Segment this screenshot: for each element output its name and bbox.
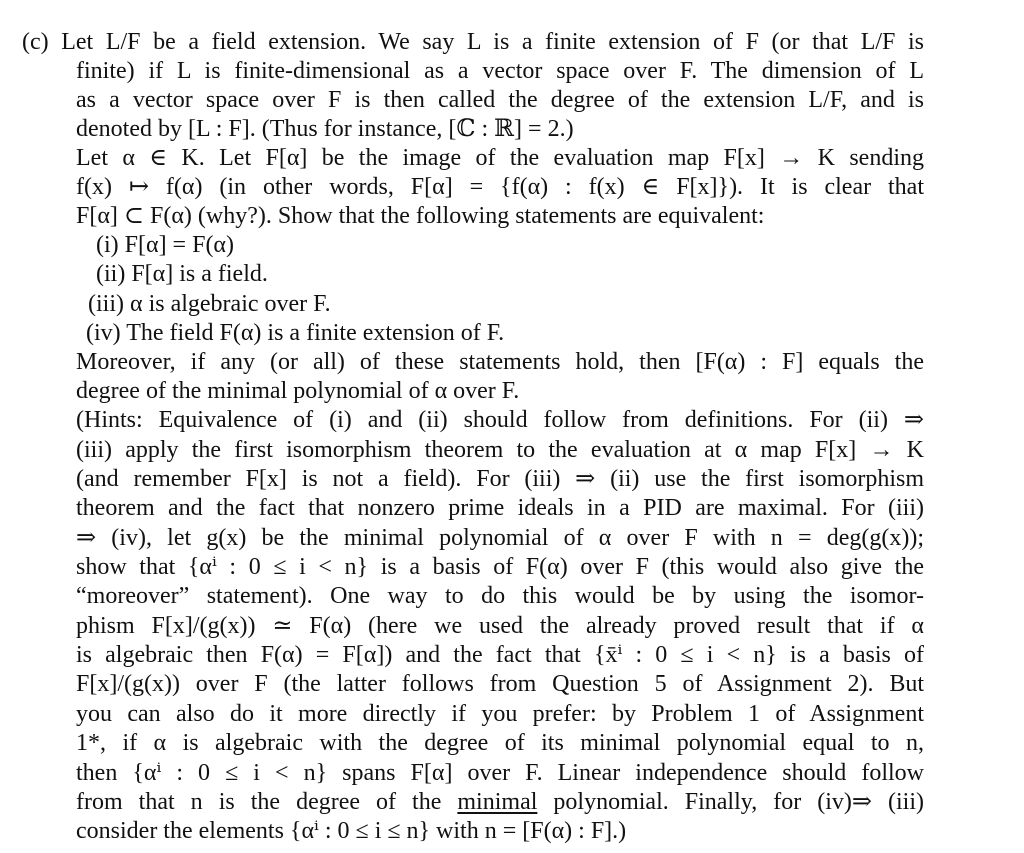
paragraph-line: f(x) ↦ f(α) (in other words, F[α] = {f(α) : f(x) ∈ F[x]}). It is clear that [76,174,924,200]
paragraph-line: denoted by [L : F]. (Thus for instance, [ℂ : ℝ] = 2.) [76,116,574,142]
list-item: (ii) F[α] is a field. [96,261,268,287]
hint-line: ⇒ (iv), let g(x) be the minimal polynomial of α over F with n = deg(g(x)); [76,525,924,551]
list-item: (i) F[α] = F(α) [96,232,234,258]
hint-text: from that n is the degree of the [76,789,458,815]
hint-line: you can also do it more directly if you prefer: by Problem 1 of Assignment [76,701,924,727]
hint-line: is algebraic then F(α) = F[α]) and the fact that {x̄ⁱ : 0 ≤ i < n} is a basis of [76,642,924,668]
hint-line: (and remember F[x] is not a field). For (iii) ⇒ (ii) use the first isomorphism [76,466,924,492]
hint-line: consider the elements {αⁱ : 0 ≤ i ≤ n} with n = [F(α) : F].) [76,818,627,844]
hint-line: 1*, if α is algebraic with the degree of its minimal polynomial equal to n, [76,730,924,756]
paragraph-line: degree of the minimal polynomial of α over F. [76,378,520,404]
hint-line: (Hints: Equivalence of (i) and (ii) should follow from definitions. For (ii) ⇒ [76,407,924,433]
underlined-word: minimal [457,789,538,815]
hint-line: (iii) apply the first isomorphism theorem to the evaluation at α map F[x] → K [76,437,924,463]
hint-line: theorem and the fact that nonzero prime ideals in a PID are maximal. For (iii) [76,495,924,521]
hint-line: then {αⁱ : 0 ≤ i < n} spans F[α] over F. Linear independence should follow [76,760,924,786]
hint-line: “moreover” statement). One way to do this would be by using the isomor- [76,583,924,609]
paragraph-line: as a vector space over F is then called the degree of the extension L/F, and is [76,87,924,113]
hint-line [76,788,924,817]
paragraph-line: finite) if L is finite-dimensional as a vector space over F. The dimension of L [76,58,924,84]
paragraph-line: (c) Let L/F be a field extension. We say L is a finite extension of F (or that L/F is [22,29,924,55]
hint-line: show that {αⁱ : 0 ≤ i < n} is a basis of F(α) over F (this would also give the [76,554,924,580]
list-item: (iii) α is algebraic over F. [88,291,331,317]
hint-line: F[x]/(g(x)) over F (the latter follows from Question 5 of Assignment 2). But [76,671,924,697]
paragraph-line: Moreover, if any (or all) of these statements hold, then [F(α) : F] equals the [76,349,924,375]
hint-line: phism F[x]/(g(x)) ≃ F(α) (here we used the already proved result that if α [76,613,924,639]
paragraph-line: F[α] ⊂ F(α) (why?). Show that the following statements are equivalent: [76,203,765,229]
paragraph-line: Let α ∈ K. Let F[α] be the image of the evaluation map F[x] → K sending [76,145,924,171]
list-item: (iv) The field F(α) is a finite extension of F. [86,320,505,346]
hint-text: polynomial. Finally, for (iv)⇒ (iii) [537,789,924,815]
